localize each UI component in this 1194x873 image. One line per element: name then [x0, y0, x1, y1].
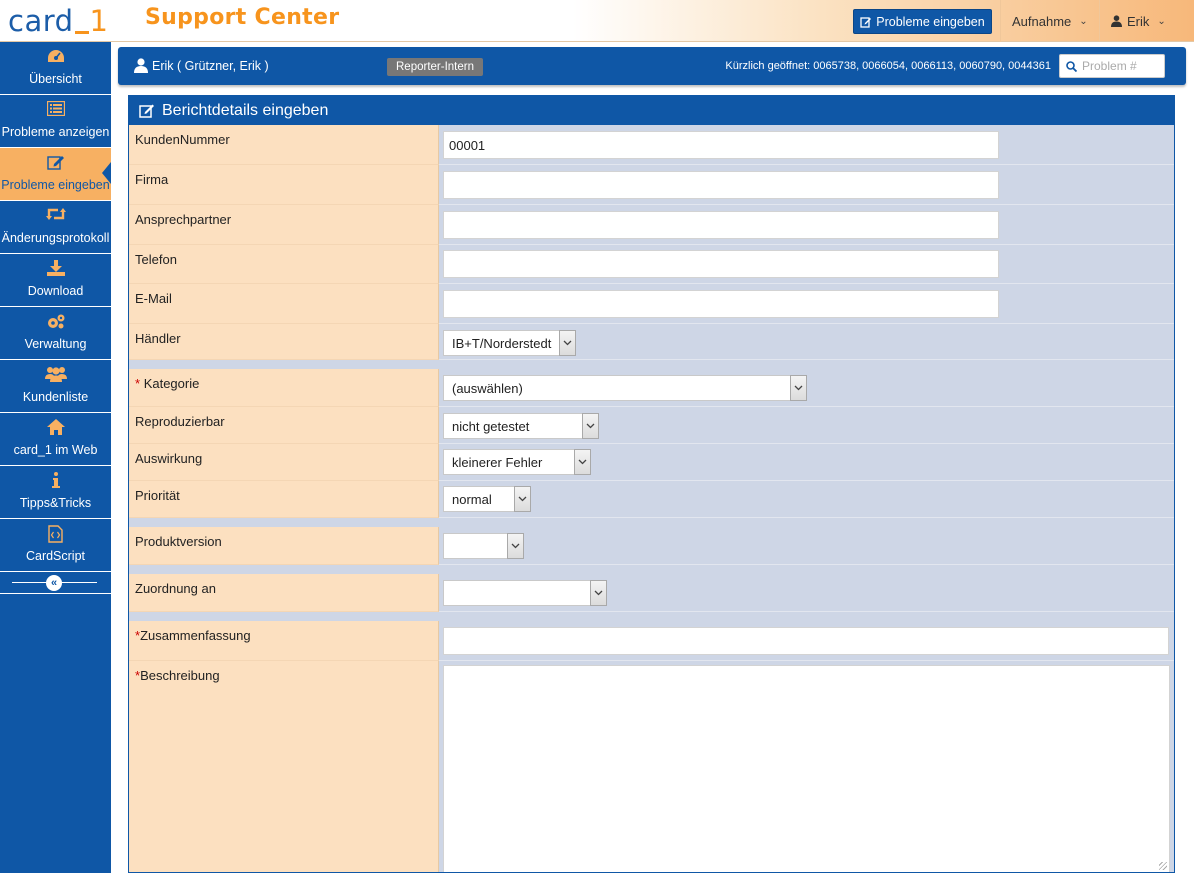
- required-mark: *: [135, 628, 141, 643]
- current-user-name: Erik ( Grützner, Erik ): [152, 58, 269, 73]
- problem-search[interactable]: [1059, 54, 1165, 78]
- prioritaet-select[interactable]: [443, 486, 531, 512]
- form-row-ansprechpartner: [129, 205, 1174, 245]
- kategorie-label: Kategorie: [143, 376, 200, 391]
- sidebar-item-label: CardScript: [25, 549, 86, 563]
- kundennummer-input[interactable]: [443, 131, 999, 159]
- field-label: Reproduzierbar: [129, 407, 439, 444]
- field-label: [129, 661, 439, 873]
- form-row-beschreibung: [129, 661, 1174, 873]
- sidebar-item-uebersicht[interactable]: [0, 42, 111, 95]
- field-label: [129, 621, 439, 661]
- field-label: [129, 369, 439, 407]
- sidebar-item-label: card_1 im Web: [13, 443, 98, 457]
- field-label: Firma: [129, 165, 439, 205]
- chevron-down-icon: [507, 533, 524, 559]
- edit-icon: [47, 154, 65, 170]
- edit-icon: [139, 103, 155, 118]
- user-menu[interactable]: [1099, 0, 1194, 42]
- reproduzierbar-select[interactable]: [443, 413, 599, 439]
- field-label: E-Mail: [129, 284, 439, 324]
- sidebar-item-label: Änderungsprotokoll: [1, 231, 110, 245]
- retweet-icon: [46, 207, 66, 221]
- user-info-bar: [118, 47, 1186, 85]
- beschreibung-textarea[interactable]: [443, 665, 1170, 873]
- sidebar-item-probleme-anzeigen[interactable]: [0, 95, 111, 148]
- chevron-down-icon: [514, 486, 531, 512]
- field-label: KundenNummer: [129, 125, 439, 165]
- auswirkung-select[interactable]: [443, 449, 591, 475]
- required-mark: *: [135, 668, 141, 683]
- search-icon: [1066, 61, 1077, 72]
- required-mark: *: [135, 376, 141, 391]
- email-input[interactable]: [443, 290, 999, 318]
- sidebar-item-card1-im-web[interactable]: [0, 413, 111, 466]
- aufnahme-label: Aufnahme: [1012, 13, 1072, 29]
- form-row-telefon: [129, 245, 1174, 284]
- field-label: Produktversion: [129, 527, 439, 565]
- form-row-kategorie: [129, 369, 1174, 407]
- sidebar-item-download[interactable]: [0, 254, 111, 307]
- zuordnung-select[interactable]: [443, 580, 607, 606]
- beschreibung-label: Beschreibung: [140, 668, 220, 683]
- top-navbar: [0, 0, 1194, 42]
- role-badge: Reporter-Intern: [387, 58, 483, 76]
- sidebar-item-label: Tipps&Tricks: [19, 496, 92, 510]
- field-label: Ansprechpartner: [129, 205, 439, 245]
- chevron-down-icon: ⌄: [1157, 15, 1166, 27]
- form-row-haendler: [129, 324, 1174, 360]
- sidebar-item-verwaltung[interactable]: [0, 307, 111, 360]
- logo-text: card: [8, 4, 74, 38]
- download-icon: [47, 260, 65, 276]
- aufnahme-menu[interactable]: [1000, 0, 1099, 42]
- prioritaet-value: normal: [452, 492, 492, 507]
- recently-opened[interactable]: Kürzlich geöffnet: 0065738, 0066054, 0066113, 0060790, 0044361: [725, 60, 1051, 72]
- form-row-email: [129, 284, 1174, 324]
- form-row-reproduzierbar: [129, 407, 1174, 444]
- user-label: Erik: [1127, 13, 1150, 29]
- panel-header: [129, 96, 1174, 125]
- sidebar-item-label: Probleme eingeben: [1, 178, 110, 192]
- problem-search-input[interactable]: [1082, 59, 1162, 73]
- chevron-down-icon: [590, 580, 607, 606]
- auswirkung-value: kleinerer Fehler: [452, 455, 543, 470]
- user-icon: [134, 58, 148, 73]
- field-label: Händler: [129, 324, 439, 360]
- sidebar-item-kundenliste[interactable]: [0, 360, 111, 413]
- home-icon: [47, 419, 65, 435]
- haendler-value: IB+T/Norderstedt: [452, 336, 552, 351]
- sidebar-item-label: Übersicht: [29, 72, 82, 86]
- chevron-down-icon: [574, 449, 591, 475]
- user-icon: [1111, 15, 1122, 27]
- firma-input[interactable]: [443, 171, 999, 199]
- panel-title: Berichtdetails eingeben: [162, 101, 329, 119]
- chevron-down-icon: ⌄: [1079, 15, 1088, 27]
- resize-handle-icon[interactable]: [1159, 862, 1167, 870]
- form-row-produktversion: [129, 527, 1174, 565]
- list-icon: [47, 101, 65, 116]
- produktversion-select[interactable]: [443, 533, 524, 559]
- sidebar-item-label: Download: [27, 284, 84, 298]
- form-row-kundennummer: [129, 125, 1174, 165]
- app-title: Support Center: [145, 5, 340, 30]
- haendler-select[interactable]: [443, 330, 576, 356]
- sidebar-item-tipps-tricks[interactable]: [0, 466, 111, 519]
- enter-problems-button[interactable]: [853, 9, 992, 34]
- users-icon: [45, 366, 67, 382]
- sidebar-item-probleme-eingeben[interactable]: [0, 148, 111, 201]
- sidebar-item-cardscript[interactable]: [0, 519, 111, 572]
- sidebar-collapse-row: [0, 572, 111, 594]
- kategorie-value: (auswählen): [452, 381, 523, 396]
- edit-icon: [860, 16, 872, 28]
- collapse-sidebar-icon[interactable]: «: [46, 575, 62, 591]
- sidebar-item-label: Probleme anzeigen: [1, 125, 110, 139]
- field-label: Zuordnung an: [129, 574, 439, 612]
- form-row-zusammenfassung: [129, 621, 1174, 661]
- chevron-down-icon: [582, 413, 599, 439]
- form-row-prioritaet: [129, 481, 1174, 518]
- report-details-panel: [128, 95, 1175, 873]
- ansprechpartner-input[interactable]: [443, 211, 999, 239]
- field-label: Priorität: [129, 481, 439, 518]
- form-row-auswirkung: [129, 444, 1174, 481]
- chevron-down-icon: [790, 375, 807, 401]
- sidebar-item-label: Kundenliste: [22, 390, 89, 404]
- reproduzierbar-value: nicht getestet: [452, 419, 530, 434]
- sidebar-item-aenderungsprotokoll[interactable]: [0, 201, 111, 254]
- sidebar: [0, 42, 111, 873]
- field-label: Telefon: [129, 245, 439, 284]
- chevron-down-icon: [559, 330, 576, 356]
- current-user: [134, 58, 269, 73]
- enter-problems-label: Probleme eingeben: [876, 14, 985, 29]
- gears-icon: [46, 313, 66, 330]
- zusammenfassung-label: Zusammenfassung: [140, 628, 251, 643]
- info-icon: [52, 472, 60, 488]
- sidebar-item-label: Verwaltung: [24, 337, 87, 351]
- form-row-firma: [129, 165, 1174, 205]
- code-file-icon: [48, 525, 63, 543]
- logo[interactable]: card 1: [8, 4, 108, 38]
- kategorie-select[interactable]: [443, 375, 807, 401]
- telefon-input[interactable]: [443, 250, 999, 278]
- dashboard-icon: [47, 48, 65, 64]
- form-row-zuordnung: [129, 574, 1174, 612]
- zusammenfassung-input[interactable]: [443, 627, 1169, 655]
- field-label: Auswirkung: [129, 444, 439, 481]
